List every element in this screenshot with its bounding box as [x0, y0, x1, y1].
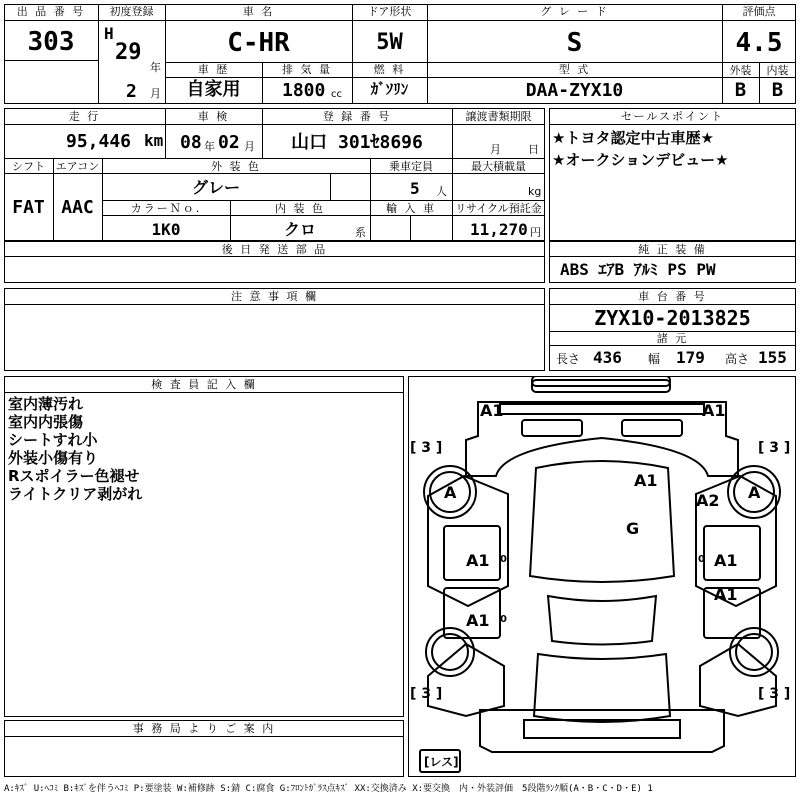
grade: S [566, 28, 583, 58]
transfer-month: 月 [490, 143, 501, 156]
height: 155 [758, 348, 787, 367]
history: 自家用 [186, 79, 241, 100]
mileage-unit: km [144, 131, 164, 150]
inspection-month: 02 [218, 132, 240, 153]
reg-month: 2 [126, 81, 137, 102]
door-type: 5W [376, 30, 403, 55]
fuel: ｶﾞｿﾘﾝ [370, 80, 409, 98]
score: 4.5 [735, 28, 783, 58]
load-unit: kg [528, 185, 542, 198]
legend: A:ｷｽﾞ U:ﾍｺﾐ B:ｷｽﾞを伴うﾍｺﾐ P:要塗装 W:補修跡 S:錆 C:腐食 G:ﾌﾛﾝﾄｶﾞﾗｽ点ｷｽﾞ XX:交換済み X:要交換 内・外装評価 5段階ﾗﾝｸ順(A・B・C・D・E) 1 [4, 784, 653, 794]
load-label: 最大積載量 [471, 160, 526, 173]
length: 436 [593, 348, 622, 367]
damage-rear-quarter: A2 [696, 491, 720, 510]
ext-grade: B [734, 79, 747, 101]
color-no-label: カラーＮｏ. [130, 202, 202, 215]
lot-label: 出 品 番 号 [16, 5, 86, 18]
capacity-label: 乗車定員 [389, 160, 433, 173]
width-label: 幅 [648, 352, 661, 366]
damage-left-lower: A1 [466, 611, 490, 630]
inspection-label: 車 検 [197, 110, 230, 123]
shift-label: シフト [12, 160, 45, 173]
damage-front-left: A1 [480, 401, 504, 420]
chassis-number: ZYX10-2013825 [594, 306, 751, 330]
model-label: 型 式 [558, 63, 591, 76]
inspector-note: Rスポイラー色褪せ [8, 467, 140, 485]
transfer-day: 日 [528, 143, 539, 156]
capacity: 5 [410, 179, 420, 198]
ext-color: グレー [191, 178, 240, 197]
tread-rear-left: [ 3 ] [410, 686, 443, 702]
int-grade: B [771, 79, 784, 101]
era: H [104, 24, 114, 43]
equipment-list: ABS ｴｱB ｱﾙﾐ PS PW [560, 260, 716, 279]
year-unit: 年 [150, 61, 161, 74]
left-side [428, 476, 508, 606]
plate-label: 登 録 番 号 [322, 110, 392, 123]
mileage-label: 走 行 [68, 110, 101, 123]
door-label: ドア形状 [367, 5, 412, 18]
inspector-note: ライトクリア剥がれ [8, 485, 143, 503]
ext-color-label: 外 装 色 [211, 160, 261, 173]
model: DAA-ZYX10 [525, 80, 624, 101]
zero-mark: 0 [698, 554, 705, 565]
recycle-fee: 11,270 [470, 220, 528, 239]
car-name: C-HR [227, 28, 290, 58]
ac-label: エアコン [55, 160, 100, 173]
first-reg-label: 初度登録 [109, 5, 154, 18]
ac: AAC [61, 197, 94, 218]
dims-label: 諸 元 [656, 332, 689, 345]
rear-right-wheel [730, 628, 778, 676]
damage-glass: G [626, 519, 640, 538]
displacement: 1800 [282, 80, 326, 101]
fuel-label: 燃 料 [373, 63, 406, 76]
height-label: 高さ [725, 352, 750, 366]
damage-roof: A1 [634, 471, 658, 490]
rear-body [480, 710, 724, 752]
equipment-label: 純 正 装 備 [638, 243, 707, 256]
inspection-month-unit: 月 [244, 140, 255, 153]
zero-mark: 0 [500, 614, 507, 625]
int-color: クロ [283, 220, 316, 239]
tread-rear-right: [ 3 ] [758, 686, 791, 702]
car-name-label: 車 名 [242, 5, 275, 18]
recycle-label: リサイクル預託金 [455, 202, 542, 215]
inspector-notes [8, 395, 142, 503]
damage-right-lower: A1 [714, 585, 738, 604]
int-color-suffix: 系 [355, 226, 366, 239]
sales-points-label: セールスポイント [620, 110, 724, 123]
tread-front-left: [ 3 ] [410, 440, 443, 456]
shift: FAT [12, 197, 45, 218]
tread-front-right: [ 3 ] [758, 440, 791, 456]
rear-left-wheel [426, 628, 474, 676]
month-unit: 月 [150, 87, 161, 100]
inspector-note: 室内薄汚れ [8, 395, 84, 413]
caution-label: 注 意 事 項 欄 [231, 290, 318, 303]
int-label: 内装 [766, 64, 789, 77]
sales-point-2: ★オークションデビュー★ [552, 151, 729, 169]
car-diagram [408, 376, 796, 777]
length-label: 長さ [556, 352, 581, 366]
displacement-label: 排 気 量 [282, 63, 332, 76]
grade-label: グ レ ー ド [540, 5, 609, 18]
history-label: 車 歴 [197, 63, 230, 76]
transfer-label: 譲渡書類期限 [465, 110, 532, 123]
chassis-label: 車 台 番 号 [638, 290, 707, 303]
inspector-note: 室内内張傷 [8, 413, 84, 431]
mileage: 95,446 [66, 131, 132, 152]
lot-number: 303 [27, 27, 75, 57]
later-parts-label: 後 日 発 送 部 品 [221, 243, 328, 256]
score-label: 評価点 [742, 5, 776, 18]
damage-left-wheel: A [444, 483, 457, 502]
recycle-unit: 円 [530, 226, 541, 239]
width: 179 [676, 348, 705, 367]
sales-point-1: ★トヨタ認定中古車歴★ [552, 129, 714, 147]
int-color-label: 内 装 色 [275, 202, 325, 215]
inspection-year-unit: 年 [204, 140, 215, 153]
displacement-unit: cc [331, 89, 342, 100]
inspector-label: 検 査 員 記 入 欄 [151, 378, 257, 391]
spare-tire-label: [レス] [424, 755, 459, 769]
zero-mark: 0 [500, 554, 507, 565]
office-label: 事 務 局 よ り ご 案 内 [132, 722, 276, 735]
damage-front-right: A1 [702, 401, 726, 420]
plate-number: 山口 301ｾ8696 [291, 132, 423, 153]
damage-right-door: A1 [714, 551, 738, 570]
reg-year: 29 [115, 40, 142, 65]
inspection-year: 08 [180, 132, 202, 153]
damage-left-door: A1 [466, 551, 490, 570]
inspector-note: 外装小傷有り [8, 449, 99, 467]
sales-points-panel [549, 108, 796, 241]
ext-label: 外装 [729, 64, 752, 77]
import-label: 輸 入 車 [386, 202, 436, 215]
damage-right-wheel: A [748, 483, 761, 502]
inspector-note: シートすれ小 [8, 431, 98, 449]
color-no: 1K0 [151, 220, 181, 239]
capacity-unit: 人 [436, 185, 447, 198]
